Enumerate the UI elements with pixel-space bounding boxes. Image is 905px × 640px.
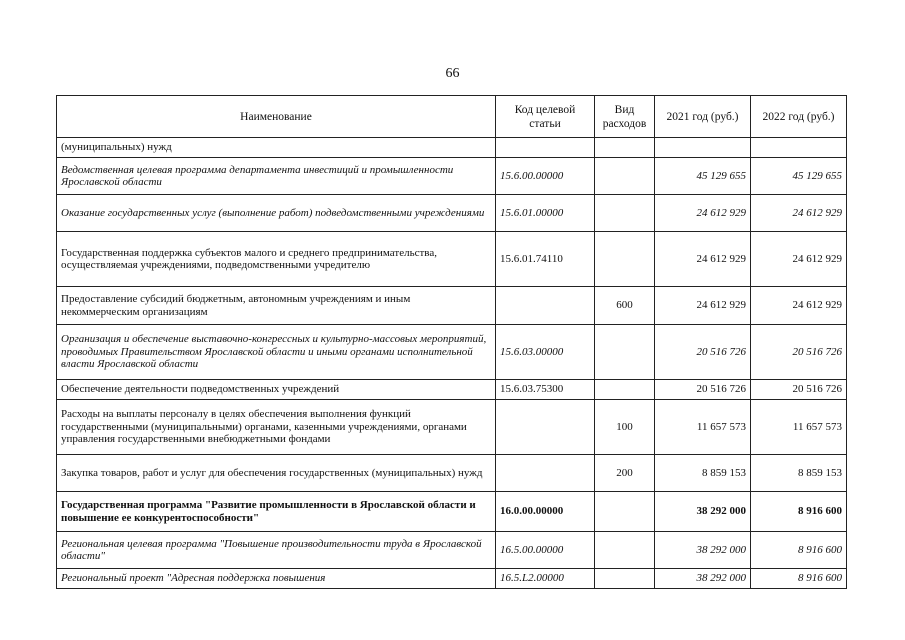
budget-table xyxy=(56,95,847,589)
cell-y2022: 8 916 600 xyxy=(751,492,847,532)
cell-y2021: 24 612 929 xyxy=(655,232,751,287)
cell-y2022: 20 516 726 xyxy=(751,325,847,380)
cell-vid xyxy=(595,380,655,400)
table-row xyxy=(57,492,847,532)
cell-vid xyxy=(595,325,655,380)
cell-code: 16.0.00.00000 xyxy=(496,492,595,532)
cell-y2021: 38 292 000 xyxy=(655,569,751,589)
cell-code: 15.6.03.75300 xyxy=(496,380,595,400)
cell-code: 16.5.L2.00000 xyxy=(496,569,595,589)
cell-y2022: 20 516 726 xyxy=(751,380,847,400)
cell-code: 15.6.01.74110 xyxy=(496,232,595,287)
cell-y2022: 24 612 929 xyxy=(751,232,847,287)
cell-y2021: 24 612 929 xyxy=(655,195,751,232)
cell-code: 15.6.00.00000 xyxy=(496,158,595,195)
cell-name: Региональная целевая программа "Повышение производительности труда в Ярославской области" xyxy=(57,532,496,569)
cell-y2021: 20 516 726 xyxy=(655,380,751,400)
table-row xyxy=(57,455,847,492)
table-row xyxy=(57,138,847,158)
cell-y2021: 38 292 000 xyxy=(655,532,751,569)
header-name: Наименование xyxy=(57,96,496,138)
cell-code xyxy=(496,138,595,158)
cell-code xyxy=(496,455,595,492)
cell-vid: 200 xyxy=(595,455,655,492)
header-2021: 2021 год (руб.) xyxy=(655,96,751,138)
cell-y2021 xyxy=(655,138,751,158)
cell-vid xyxy=(595,569,655,589)
cell-vid: 600 xyxy=(595,287,655,325)
cell-name: Расходы на выплаты персоналу в целях обеспечения выполнения функций государственными (муниципальными) органами, казенными учреждениями, органами управления государственными внебюджетными фондами xyxy=(57,400,496,455)
cell-y2021: 38 292 000 xyxy=(655,492,751,532)
cell-vid xyxy=(595,195,655,232)
page-number: 66 xyxy=(445,66,460,81)
header-code: Код целевой статьи xyxy=(496,96,595,138)
cell-vid xyxy=(595,138,655,158)
cell-name: Государственная поддержка субъектов малого и среднего предпринимательства, осуществляемая учреждениями, подведомственными учредителю xyxy=(57,232,496,287)
cell-y2021: 24 612 929 xyxy=(655,287,751,325)
cell-code: 15.6.01.00000 xyxy=(496,195,595,232)
table-row xyxy=(57,195,847,232)
cell-name: Ведомственная целевая программа департамента инвестиций и промышленности Ярославской области xyxy=(57,158,496,195)
cell-vid: 100 xyxy=(595,400,655,455)
cell-name: Предоставление субсидий бюджетным, автономным учреждениям и иным некоммерческим организациям xyxy=(57,287,496,325)
header-2022: 2022 год (руб.) xyxy=(751,96,847,138)
cell-y2021: 45 129 655 xyxy=(655,158,751,195)
cell-y2022: 11 657 573 xyxy=(751,400,847,455)
table-row xyxy=(57,380,847,400)
cell-name: (муниципальных) нужд xyxy=(57,138,496,158)
cell-y2022 xyxy=(751,138,847,158)
table-row xyxy=(57,569,847,589)
cell-y2021: 20 516 726 xyxy=(655,325,751,380)
cell-y2021: 8 859 153 xyxy=(655,455,751,492)
table-header-row xyxy=(57,96,847,138)
cell-y2022: 8 859 153 xyxy=(751,455,847,492)
header-vid: Вид расходов xyxy=(595,96,655,138)
table-body xyxy=(57,138,847,589)
cell-code: 16.5.00.00000 xyxy=(496,532,595,569)
cell-vid xyxy=(595,532,655,569)
table-row xyxy=(57,287,847,325)
cell-code xyxy=(496,400,595,455)
table-row xyxy=(57,532,847,569)
cell-vid xyxy=(595,492,655,532)
cell-y2022: 24 612 929 xyxy=(751,287,847,325)
cell-code: 15.6.03.00000 xyxy=(496,325,595,380)
table-row xyxy=(57,232,847,287)
cell-vid xyxy=(595,158,655,195)
table-row xyxy=(57,400,847,455)
cell-name: Региональный проект "Адресная поддержка повышения xyxy=(57,569,496,589)
cell-vid xyxy=(595,232,655,287)
cell-name: Обеспечение деятельности подведомственных учреждений xyxy=(57,380,496,400)
cell-y2021: 11 657 573 xyxy=(655,400,751,455)
cell-name: Оказание государственных услуг (выполнение работ) подведомственными учреждениями xyxy=(57,195,496,232)
cell-name: Государственная программа "Развитие промышленности в Ярославской области и повышение ее конкурентоспособности" xyxy=(57,492,496,532)
cell-y2022: 8 916 600 xyxy=(751,569,847,589)
cell-name: Организация и обеспечение выставочно-конгрессных и культурно-массовых мероприятий, проводимых Правительством Ярославской области и иными органами исполнительной власти Ярославской области xyxy=(57,325,496,380)
cell-name: Закупка товаров, работ и услуг для обеспечения государственных (муниципальных) нужд xyxy=(57,455,496,492)
cell-y2022: 24 612 929 xyxy=(751,195,847,232)
cell-code xyxy=(496,287,595,325)
table-row xyxy=(57,325,847,380)
cell-y2022: 45 129 655 xyxy=(751,158,847,195)
cell-y2022: 8 916 600 xyxy=(751,532,847,569)
table-row xyxy=(57,158,847,195)
